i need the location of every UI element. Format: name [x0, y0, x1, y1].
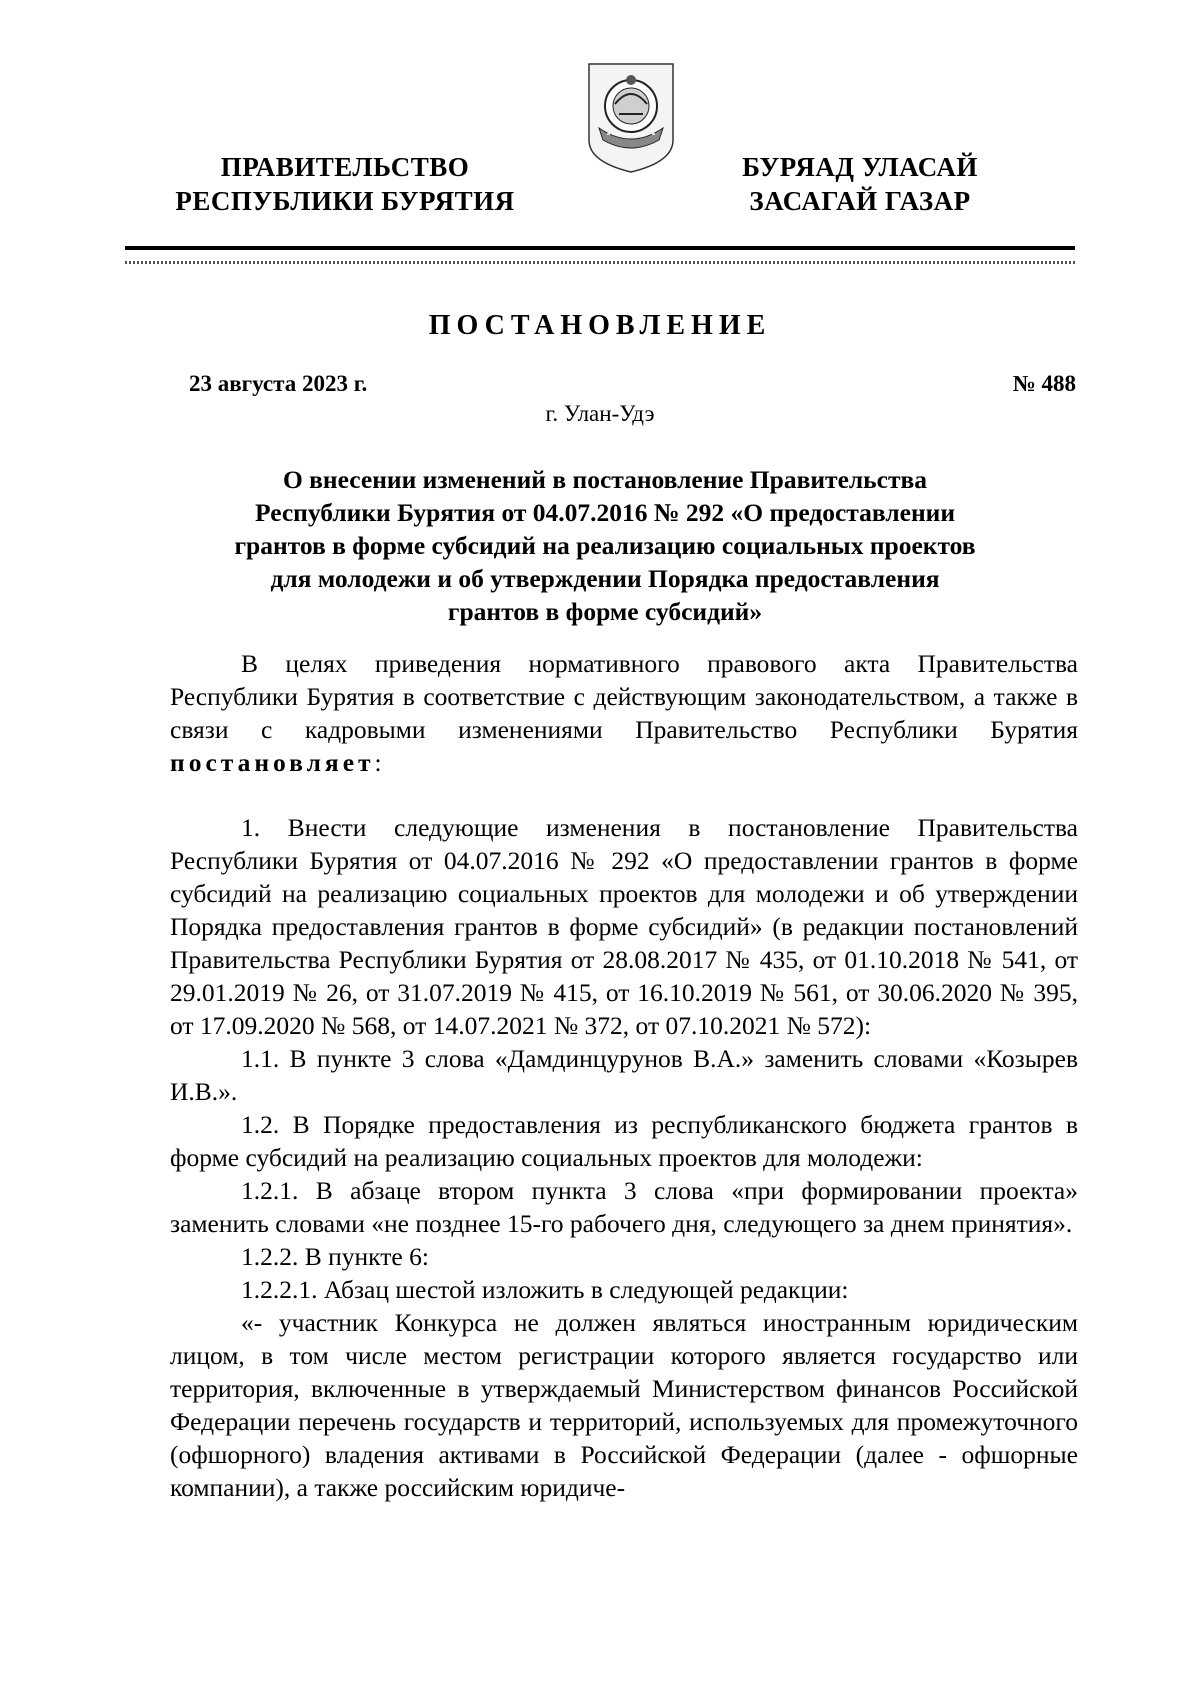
subject-line: Республики Бурятия от 04.07.2016 № 292 «О предоставлении — [254, 498, 956, 527]
document-date: 23 августа 2023 г. — [189, 371, 368, 396]
header-left-line1: ПРАВИТЕЛЬСТВО — [220, 152, 470, 182]
paragraph-gap — [170, 779, 1078, 811]
preamble-text: В целях приведения нормативного правового акта Правительства Республики Бурятия в соответствие с действующим законодательством, а также в связи с кадровыми изменениями Правительство Республики Бурятия — [170, 649, 1078, 744]
document-number: № 488 — [1012, 371, 1076, 396]
subject-line: О внесении изменений в постановление Правительства — [282, 465, 928, 494]
paragraph-1: 1. Внести следующие изменения в постановление Правительства Республики Бурятия от 04.07.2016 № 292 «О предоставлении грантов в форме субсидий на реализацию социальных проектов для молодежи и об утверждении Порядка предоставления грантов в форме субсидий» (в редакции постановлений Правительства Республики Бурятия от 28.08.2017 № 435, от 01.10.2018 № 541, от 29.01.2019 № 26, от 31.07.2019 № 415, от 16.10.2019 № 561, от 30.06.2020 № 395, от 17.09.2020 № 568, от 14.07.2021 № 372, от 07.10.2021 № 572): — [170, 813, 1078, 1040]
document-type: ПОСТАНОВЛЕНИЕ — [428, 310, 772, 341]
subject-line: грантов в форме субсидий на реализацию социальных проектов — [234, 531, 976, 560]
paragraph-1-2-2-1: 1.2.2.1. Абзац шестой изложить в следующей редакции: — [241, 1275, 849, 1304]
document-city: г. Улан-Удэ — [545, 401, 655, 426]
preamble-paragraph — [170, 647, 1078, 779]
paragraph-1-2-1: 1.2.1. В абзаце втором пункта 3 слова «при формировании проекта» заменить словами «не позднее 15-го рабочего дня, следующего за днем принятия». — [170, 1176, 1078, 1238]
paragraph-1-1: 1.1. В пункте 3 слова «Дамдинцурунов В.А.» заменить словами «Козырев И.В.». — [170, 1044, 1078, 1106]
coat-of-arms-icon — [585, 58, 677, 174]
header-right — [690, 150, 1030, 218]
header-divider-dotted — [125, 261, 1075, 264]
paragraph-1-2-2: 1.2.2. В пункте 6: — [241, 1242, 429, 1271]
decree-word: постановляет — [170, 748, 375, 777]
header-divider-thick — [125, 246, 1075, 250]
subject-line: для молодежи и об утверждении Порядка предоставления — [270, 564, 940, 593]
quoted-paragraph: «- участник Конкурса не должен являться иностранным юридическим лицом, в том числе местом регистрации которого является государство или территория, включенные в утверждаемый Министерством финансов Российской Федерации перечень государств и территорий, используемых для промежуточного (офшорного) владения активами в Российской Федерации (далее - офшорные компании), а также российским юридиче- — [170, 1308, 1078, 1502]
paragraph-1-2: 1.2. В Порядке предоставления из республиканского бюджета грантов в форме субсидий на реализацию социальных проектов для молодежи: — [170, 1110, 1078, 1172]
document-body — [170, 647, 1078, 1504]
subject-line: грантов в форме субсидий» — [447, 597, 763, 626]
document-subject — [170, 463, 1040, 628]
header-left — [150, 150, 540, 218]
header-right-line1: БУРЯАД УЛАСАЙ — [742, 152, 978, 182]
decree-tail: : — [374, 748, 382, 777]
header-left-line2: РЕСПУБЛИКИ БУРЯТИЯ — [175, 186, 515, 216]
header-right-line2: ЗАСАГАЙ ГАЗАР — [749, 186, 971, 216]
